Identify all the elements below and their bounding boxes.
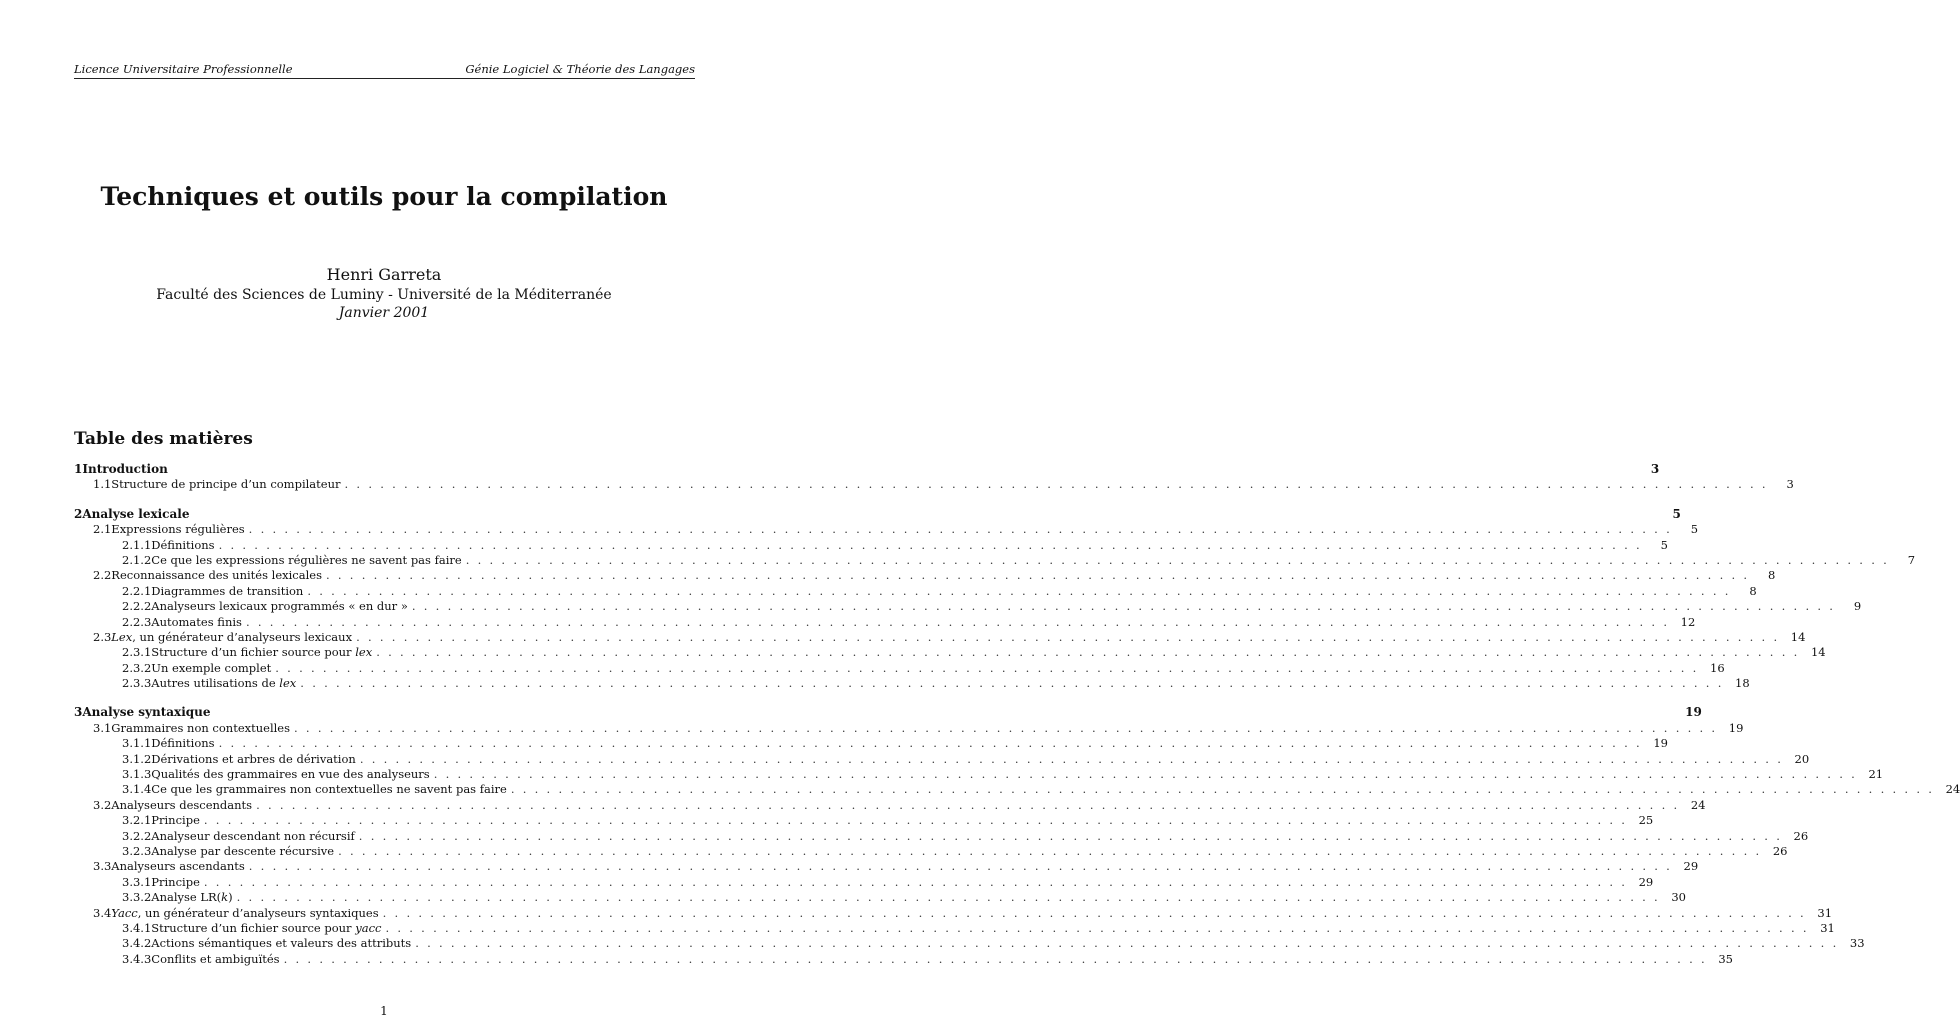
toc-entry bbox=[74, 874, 1654, 890]
header-right: Génie Logiciel & Théorie des Langages bbox=[465, 62, 695, 76]
toc-entry bbox=[74, 951, 1733, 967]
toc-chapter-entry bbox=[74, 506, 1681, 522]
toc-entry-page: 18 bbox=[1735, 676, 1750, 691]
toc-leader-dots: . . . . . . . . . . . . . . . . . . . . . . . . . . . . . . . . . . . . . . . . . . . . . . . . . . . . . . . . . . . . . . . . . . . . . . . . . . . . . . . . . . . . . . . . . . . . . . . . . . . . . . . . . . . . . . . . . . . . . . . . bbox=[236, 890, 1660, 905]
toc-entry-title: Autres utilisations de lex bbox=[151, 676, 297, 691]
toc-entry-title: Analyseurs ascendants bbox=[111, 859, 245, 874]
toc-entry bbox=[74, 782, 1960, 797]
toc-entry-number: 3.1.1 bbox=[122, 736, 152, 751]
toc-entry-page: 12 bbox=[1680, 614, 1696, 629]
toc-leader-dots: . . . . . . . . . . . . . . . . . . . . . . . . . . . . . . . . . . . . . . . . . . . . . . . . . . . . . . . . . . . . . . . . . . . . . . . . . . . . . . . . . . . . . . . . . . . . . . . . . . . . . . . . . . . . . . . . . . . . . . . . bbox=[307, 583, 1731, 598]
toc-entry-title: Analyseurs lexicaux programmés « en dur » bbox=[151, 599, 408, 614]
toc-entry-number: 3.1 bbox=[93, 720, 112, 735]
toc-entry-number: 2.3.1 bbox=[122, 645, 152, 660]
toc-entry-title: Dérivations et arbres de dérivation bbox=[151, 751, 356, 766]
document-date: Janvier 2001 bbox=[338, 305, 430, 321]
toc-entry bbox=[74, 645, 1826, 660]
toc-entry bbox=[74, 660, 1725, 676]
toc-entry-page: 8 bbox=[1749, 583, 1757, 598]
toc-entry-number: 2.3.2 bbox=[122, 660, 152, 675]
toc-entry bbox=[74, 614, 1696, 630]
toc-leader-dots: . . . . . . . . . . . . . . . . . . . . . . . . . . . . . . . . . . . . . . . . . . . . . . . . . . . . . . . . . . . . . . . . . . . . . . . . . . . . . . . . . . . . . . . . . . . . . . . . . . . . . . . . . . . . . . . . . . . . . . . . bbox=[356, 629, 1780, 644]
toc-entry-number: 2.2.1 bbox=[122, 583, 152, 598]
toc-entry bbox=[74, 676, 1750, 691]
toc-entry bbox=[74, 859, 1699, 874]
toc-leader-dots: . . . . . . . . . . . . . . . . . . . . . . . . . . . . . . . . . . . . . . . . . . . . . . . . . . . . . . . . . . . . . . . . . . . . . . . . . . . . . . . . . . . . . . . . . . . . . . . . . . . . . . . . . . . . . . . . . . . . . . . . bbox=[283, 951, 1707, 966]
toc-entry bbox=[74, 920, 1835, 936]
author-affiliation: Faculté des Sciences de Luminy - Université de la Méditerranée bbox=[156, 287, 612, 303]
toc-entry bbox=[74, 537, 1668, 553]
toc-entry-page: 8 bbox=[1768, 568, 1776, 583]
toc-entry bbox=[74, 905, 1833, 921]
toc-leader-dots: . . . . . . . . . . . . . . . . . . . . . . . . . . . . . . . . . . . . . . . . . . . . . . . . . . . . . . . . . . . . . . . . . . . . . . . . . . . . . . . . . . . . . . . . . . . . . . . . . . . . . . . . . . . . . . . . . . . . . . . . bbox=[411, 599, 1836, 614]
toc-entry bbox=[74, 936, 1865, 951]
toc-entry-number: 2.3 bbox=[93, 629, 112, 644]
toc-entry-page: 5 bbox=[1690, 522, 1699, 537]
toc-entry-page: 31 bbox=[1817, 905, 1833, 920]
toc-leader-dots: . . . . . . . . . . . . . . . . . . . . . . . . . . . . . . . . . . . . . . . . . . . . . . . . . . . . . . . . . . . . . . . . . . . . . . . . . . . . . . . . . . . . . . . . . . . . . . . . . . . . . . . . . . . . . . . . . . . . . . . . bbox=[358, 828, 1783, 843]
toc-leader-dots: . . . . . . . . . . . . . . . . . . . . . . . . . . . . . . . . . . . . . . . . . . . . . . . . . . . . . . . . . . . . . . . . . . . . . . . . . . . . . . . . . . . . . . . . . . . . . . . . . . . . . . . . . . . . . . . . . . . . . . . . bbox=[218, 736, 1642, 751]
toc-entry-page: 14 bbox=[1810, 645, 1826, 660]
toc-leader-dots: . . . . . . . . . . . . . . . . . . . . . . . . . . . . . . . . . . . . . . . . . . . . . . . . . . . . . . . . . . . . . . . . . . . . . . . . . . . . . . . . . . . . . . . . . . . . . . . . . . . . . . . . . . . . . . . . . . . . . . . . bbox=[218, 537, 1642, 552]
toc-entry-number: 3.2.1 bbox=[122, 813, 152, 828]
toc-entry-page: 30 bbox=[1671, 890, 1686, 905]
page-number: 1 bbox=[380, 1004, 388, 1018]
toc-entry-page: 9 bbox=[1853, 599, 1862, 614]
toc-entry-page: 33 bbox=[1849, 936, 1865, 951]
author-name: Henri Garreta bbox=[326, 265, 442, 284]
toc-entry-title: Structure d’un fichier source pour yacc bbox=[151, 920, 382, 935]
toc-leader-dots: . . . . . . . . . . . . . . . . . . . . . . . . . . . . . . . . . . . . . . . . . . . . . . . . . . . . . . . . . . . . . . . . . . . . . . . . . . . . . . . . . . . . . . . . . . . . . . . . . . . . . . . . . . . . . . . . . . . . . . . . bbox=[510, 782, 1935, 797]
toc-entry-page: 5 bbox=[1672, 506, 1681, 521]
toc-leader-dots: . . . . . . . . . . . . . . . . . . . . . . . . . . . . . . . . . . . . . . . . . . . . . . . . . . . . . . . . . . . . . . . . . . . . . . . . . . . . . . . . . . . . . . . . . . . . . . . . . . . . . . . . . . . . . . . . . . . . . . . . bbox=[248, 522, 1673, 537]
toc-leader-dots: . . . . . . . . . . . . . . . . . . . . . . . . . . . . . . . . . . . . . . . . . . . . . . . . . . . . . . . . . . . . . . . . . . . . . . . . . . . . . . . . . . . . . . . . . . . . . . . . . . . . . . . . . . . . . . . . . . . . . . . . bbox=[203, 813, 1628, 828]
toc-entry-page: 26 bbox=[1793, 828, 1809, 843]
toc-entry-page: 31 bbox=[1820, 920, 1835, 935]
toc-leader-dots: . . . . . . . . . . . . . . . . . . . . . . . . . . . . . . . . . . . . . . . . . . . . . . . . . . . . . . . . . . . . . . . . . . . . . . . . . . . . . . . . . . . . . . . . . . . . . . . . . . . . . . . . . . . . . . . . . . . . . . . . bbox=[300, 676, 1724, 691]
toc-entry-number: 3.3.1 bbox=[122, 874, 152, 889]
toc-entry-page: 25 bbox=[1638, 813, 1654, 828]
toc-entry-page: 29 bbox=[1683, 859, 1699, 874]
toc-entry-title: Grammaires non contextuelles bbox=[111, 720, 291, 735]
document-title: Techniques et outils pour la compilation bbox=[100, 182, 668, 211]
toc-entry-title: Actions sémantiques et valeurs des attributs bbox=[151, 936, 412, 951]
toc-entry-number: 3.3.2 bbox=[122, 890, 152, 905]
toc-entry-title: Définitions bbox=[151, 736, 215, 751]
toc-entry-number: 3.2.2 bbox=[122, 828, 152, 843]
toc-entry-title: Analyse lexicale bbox=[82, 506, 190, 521]
toc-leader-dots: . . . . . . . . . . . . . . . . . . . . . . . . . . . . . . . . . . . . . . . . . . . . . . . . . . . . . . . . . . . . . . . . . . . . . . . . . . . . . . . . . . . . . . . . . . . . . . . . . . . . . . . . . . . . . . . . . . . . . . . . bbox=[325, 568, 1750, 583]
toc-entry-title: Un exemple complet bbox=[151, 660, 272, 675]
toc-leader-dots: . . . . . . . . . . . . . . . . . . . . . . . . . . . . . . . . . . . . . . . . . . . . . . . . . . . . . . . . . . . . . . . . . . . . . . . . . . . . . . . . . . . . . . . . . . . . . . . . . . . . . . . . . . . . . . . . . . . . . . . . bbox=[203, 874, 1628, 889]
toc-leader-dots: . . . . . . . . . . . . . . . . . . . . . . . . . . . . . . . . . . . . . . . . . . . . . . . . . . . . . . . . . . . . . . . . . . . . . . . . . . . . . . . . . . . . . . . . . . . . . . . . . . . . . . . . . . . . . . . . . . . . . . . . bbox=[376, 645, 1800, 660]
toc-entry-number: 2 bbox=[74, 506, 83, 521]
toc-heading: Table des matières bbox=[74, 429, 253, 449]
toc-entry bbox=[74, 890, 1686, 905]
toc-entry-title: Analyse par descente récursive bbox=[151, 843, 335, 858]
toc-entry-page: 5 bbox=[1660, 537, 1668, 552]
toc-entry bbox=[74, 813, 1654, 828]
toc-entry-page: 20 bbox=[1794, 751, 1810, 766]
toc-entry-title: Principe bbox=[151, 813, 200, 828]
toc-entry-title: Analyse syntaxique bbox=[82, 705, 211, 720]
running-header bbox=[74, 62, 695, 79]
toc-entry-number: 1 bbox=[74, 462, 83, 476]
toc-entry bbox=[74, 477, 1794, 492]
toc-entry-number: 3.4.1 bbox=[122, 920, 152, 935]
toc-entry-number: 3.2 bbox=[93, 797, 112, 812]
toc-entry-title: Expressions régulières bbox=[111, 522, 245, 537]
toc-entry-number: 1.1 bbox=[93, 477, 112, 492]
toc-entry-number: 2.3.3 bbox=[122, 676, 152, 691]
toc-entry-page: 26 bbox=[1772, 843, 1788, 858]
toc-entry-page: 3 bbox=[1786, 477, 1794, 492]
toc-leader-dots: . . . . . . . . . . . . . . . . . . . . . . . . . . . . . . . . . . . . . . . . . . . . . . . . . . . . . . . . . . . . . . . . . . . . . . . . . . . . . . . . . . . . . . . . . . . . . . . . . . . . . . . . . . . . . . . . . . . . . . . . bbox=[344, 477, 1768, 492]
toc-entry-page: 21 bbox=[1868, 767, 1884, 782]
toc-entry-title: Définitions bbox=[151, 537, 215, 552]
toc-entry bbox=[74, 568, 1776, 583]
toc-entry bbox=[74, 736, 1668, 751]
toc-entry-number: 2.1.1 bbox=[122, 537, 152, 552]
toc-entry-title: Ce que les expressions régulières ne savent pas faire bbox=[151, 552, 462, 567]
toc-chapter-entry bbox=[74, 462, 1660, 477]
toc-leader-dots: . . . . . . . . . . . . . . . . . . . . . . . . . . . . . . . . . . . . . . . . . . . . . . . . . . . . . . . . . . . . . . . . . . . . . . . . . . . . . . . . . . . . . . . . . . . . . . . . . . . . . . . . . . . . . . . . . . . . . . . . bbox=[465, 552, 1890, 567]
toc-entry-page: 7 bbox=[1907, 552, 1916, 567]
toc-entry bbox=[74, 767, 1884, 782]
toc-entry bbox=[74, 797, 1706, 813]
toc-entry-title: Structure de principe d’un compilateur bbox=[111, 477, 341, 492]
toc-leader-dots: . . . . . . . . . . . . . . . . . . . . . . . . . . . . . . . . . . . . . . . . . . . . . . . . . . . . . . . . . . . . . . . . . . . . . . . . . . . . . . . . . . . . . . . . . . . . . . . . . . . . . . . . . . . . . . . . . . . . . . . . bbox=[338, 843, 1762, 858]
toc-entry bbox=[74, 751, 1810, 767]
toc-entry-number: 2.2.2 bbox=[122, 599, 152, 614]
toc-entry-number: 3.1.3 bbox=[122, 767, 152, 782]
toc-entry-page: 24 bbox=[1690, 797, 1706, 812]
toc-entry-title: Structure d’un fichier source pour lex bbox=[151, 645, 373, 660]
toc-entry-title: Reconnaissance des unités lexicales bbox=[111, 568, 322, 583]
toc-entry-number: 3.4.2 bbox=[122, 936, 152, 951]
toc-leader-dots: . . . . . . . . . . . . . . . . . . . . . . . . . . . . . . . . . . . . . . . . . . . . . . . . . . . . . . . . . . . . . . . . . . . . . . . . . . . . . . . . . . . . . . . . . . . . . . . . . . . . . . . . . . . . . . . . . . . . . . . . bbox=[433, 767, 1858, 782]
toc-entry-number: 3.4.3 bbox=[122, 951, 152, 966]
toc-entry-number: 3.1.2 bbox=[122, 751, 152, 766]
toc-entry-title: Qualités des grammaires en vue des analyseurs bbox=[151, 767, 430, 782]
toc-chapter-entry bbox=[74, 705, 1702, 720]
toc-entry bbox=[74, 552, 1916, 568]
toc-leader-dots: . . . . . . . . . . . . . . . . . . . . . . . . . . . . . . . . . . . . . . . . . . . . . . . . . . . . . . . . . . . . . . . . . . . . . . . . . . . . . . . . . . . . . . . . . . . . . . . . . . . . . . . . . . . . . . . . . . . . . . . . bbox=[248, 859, 1673, 874]
toc-leader-dots: . . . . . . . . . . . . . . . . . . . . . . . . . . . . . . . . . . . . . . . . . . . . . . . . . . . . . . . . . . . . . . . . . . . . . . . . . . . . . . . . . . . . . . . . . . . . . . . . . . . . . . . . . . . . . . . . . . . . . . . . bbox=[382, 905, 1807, 920]
toc-leader-dots: . . . . . . . . . . . . . . . . . . . . . . . . . . . . . . . . . . . . . . . . . . . . . . . . . . . . . . . . . . . . . . . . . . . . . . . . . . . . . . . . . . . . . . . . . . . . . . . . . . . . . . . . . . . . . . . . . . . . . . . . bbox=[275, 660, 1699, 675]
toc-entry-number: 3.2.3 bbox=[122, 843, 152, 858]
toc-leader-dots: . . . . . . . . . . . . . . . . . . . . . . . . . . . . . . . . . . . . . . . . . . . . . . . . . . . . . . . . . . . . . . . . . . . . . . . . . . . . . . . . . . . . . . . . . . . . . . . . . . . . . . . . . . . . . . . . . . . . . . . . bbox=[415, 936, 1839, 951]
toc-entry-number: 2.2.3 bbox=[122, 614, 152, 629]
toc-entry-page: 35 bbox=[1718, 951, 1733, 966]
toc-entry-page: 24 bbox=[1945, 782, 1960, 797]
toc-entry-number: 2.1 bbox=[93, 522, 112, 537]
toc-entry bbox=[74, 629, 1806, 645]
toc-entry-number: 3.3 bbox=[93, 859, 112, 874]
toc-entry-title: Conflits et ambiguïtés bbox=[151, 951, 280, 966]
toc-entry-page: 19 bbox=[1685, 705, 1702, 720]
toc-entry bbox=[74, 720, 1744, 736]
toc-leader-dots: . . . . . . . . . . . . . . . . . . . . . . . . . . . . . . . . . . . . . . . . . . . . . . . . . . . . . . . . . . . . . . . . . . . . . . . . . . . . . . . . . . . . . . . . . . . . . . . . . . . . . . . . . . . . . . . . . . . . . . . . bbox=[294, 720, 1718, 735]
toc-entry-title: Yacc, un générateur d’analyseurs syntaxiques bbox=[111, 905, 379, 920]
toc-entry-page: 14 bbox=[1790, 629, 1806, 644]
toc-entry bbox=[74, 828, 1809, 844]
toc-entry-page: 29 bbox=[1638, 874, 1654, 889]
toc-entry-title: Analyse LR(k) bbox=[151, 890, 233, 905]
toc-entry-number: 3.4 bbox=[93, 905, 112, 920]
toc-entry-title: Diagrammes de transition bbox=[151, 583, 304, 598]
toc-entry-title: Analyseur descendant non récursif bbox=[151, 828, 355, 843]
toc-entry-number: 3.1.4 bbox=[122, 782, 152, 797]
toc-entry-title: Principe bbox=[151, 874, 200, 889]
toc-leader-dots: . . . . . . . . . . . . . . . . . . . . . . . . . . . . . . . . . . . . . . . . . . . . . . . . . . . . . . . . . . . . . . . . . . . . . . . . . . . . . . . . . . . . . . . . . . . . . . . . . . . . . . . . . . . . . . . . . . . . . . . . bbox=[385, 920, 1809, 935]
toc-leader-dots: . . . . . . . . . . . . . . . . . . . . . . . . . . . . . . . . . . . . . . . . . . . . . . . . . . . . . . . . . . . . . . . . . . . . . . . . . . . . . . . . . . . . . . . . . . . . . . . . . . . . . . . . . . . . . . . . . . . . . . . . bbox=[359, 751, 1784, 766]
toc-entry bbox=[74, 522, 1699, 537]
toc-entry-title: Introduction bbox=[82, 462, 168, 476]
table-of-contents bbox=[74, 462, 1960, 967]
toc-entry-number: 3 bbox=[74, 705, 83, 720]
toc-entry-page: 19 bbox=[1653, 736, 1668, 751]
toc-entry-title: Lex, un générateur d’analyseurs lexicaux bbox=[111, 629, 353, 644]
toc-entry bbox=[74, 583, 1757, 599]
toc-entry-page: 3 bbox=[1650, 462, 1660, 476]
toc-leader-dots: . . . . . . . . . . . . . . . . . . . . . . . . . . . . . . . . . . . . . . . . . . . . . . . . . . . . . . . . . . . . . . . . . . . . . . . . . . . . . . . . . . . . . . . . . . . . . . . . . . . . . . . . . . . . . . . . . . . . . . . . bbox=[245, 614, 1670, 629]
toc-entry-title: Automates finis bbox=[151, 614, 242, 629]
toc-entry-page: 19 bbox=[1728, 720, 1744, 735]
toc-entry-title: Ce que les grammaires non contextuelles ne savent pas faire bbox=[151, 782, 507, 797]
toc-entry-page: 16 bbox=[1710, 660, 1725, 675]
toc-entry bbox=[74, 599, 1862, 614]
toc-leader-dots: . . . . . . . . . . . . . . . . . . . . . . . . . . . . . . . . . . . . . . . . . . . . . . . . . . . . . . . . . . . . . . . . . . . . . . . . . . . . . . . . . . . . . . . . . . . . . . . . . . . . . . . . . . . . . . . . . . . . . . . . bbox=[256, 797, 1680, 812]
header-left: Licence Universitaire Professionnelle bbox=[74, 62, 293, 76]
toc-entry-number: 2.1.2 bbox=[122, 552, 152, 567]
toc-entry-number: 2.2 bbox=[93, 568, 112, 583]
toc-entry bbox=[74, 843, 1788, 859]
toc-entry-title: Analyseurs descendants bbox=[111, 797, 253, 812]
